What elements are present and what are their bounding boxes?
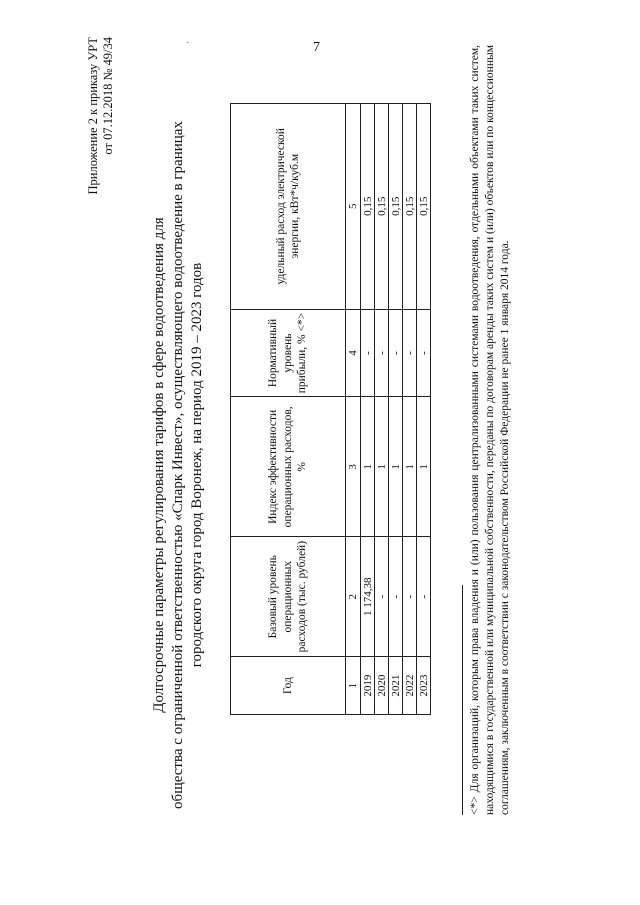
cell-profit-level: -	[375, 309, 389, 397]
appendix-line-1: Приложение 2 к приказу УРТ	[86, 37, 100, 195]
cell-year: 2021	[389, 657, 403, 715]
table-row	[389, 104, 403, 715]
appendix-reference	[86, 37, 117, 207]
stray-dot: ·	[186, 38, 190, 49]
table-row	[403, 104, 417, 715]
cell-efficiency-index: 1	[417, 397, 431, 537]
header-year: Год	[231, 657, 346, 715]
cell-year: 2020	[375, 657, 389, 715]
cell-efficiency-index: 1	[361, 397, 375, 537]
table-row	[417, 104, 431, 715]
cell-efficiency-index: 1	[375, 397, 389, 537]
header-energy-consumption: удельный расход электрической энергии, кВт*ч/куб.м	[231, 104, 346, 310]
header-profit-level: Нормативный уровень прибыли, % <*>	[231, 309, 346, 397]
column-number: 2	[346, 537, 361, 657]
header-efficiency-index: Индекс эффективности операционных расходов, %	[231, 397, 346, 537]
cell-energy-consumption: 0,15	[403, 104, 417, 310]
cell-year: 2022	[403, 657, 417, 715]
cell-profit-level: -	[361, 309, 375, 397]
rotated-content	[70, 35, 540, 855]
cell-base-opex: 1 174,38	[361, 537, 375, 657]
cell-energy-consumption: 0,15	[417, 104, 431, 310]
footnote-divider	[462, 585, 463, 815]
cell-year: 2023	[417, 657, 431, 715]
header-base-opex: Базовый уровень операционных расходов (тыс. рублей)	[231, 537, 346, 657]
parameters-table	[230, 103, 431, 715]
table-row	[375, 104, 389, 715]
title-line-2: общества с ограниченной ответственностью «Спарк Инвест», осуществляющего водоотведение в границах	[170, 121, 187, 809]
cell-efficiency-index: 1	[389, 397, 403, 537]
cell-year: 2019	[361, 657, 375, 715]
cell-profit-level: -	[417, 309, 431, 397]
cell-base-opex: -	[389, 537, 403, 657]
column-number: 1	[346, 657, 361, 715]
footnote: <*> Для организаций, которым права владения и (или) пользования централизованными системами водоотведения, отдельными объектами таких систем, находящимися в государственной или муниципальной собственности, переданы по договорам аренды таких систем и (или) объектов или по концессионным соглашениям, заключенным в соответствии с законодательством Российской Федерации не ранее 1 января 2014 года.	[469, 45, 512, 815]
table-row	[361, 104, 375, 715]
cell-energy-consumption: 0,15	[375, 104, 389, 310]
column-number: 3	[346, 397, 361, 537]
cell-efficiency-index: 1	[403, 397, 417, 537]
cell-base-opex: -	[417, 537, 431, 657]
cell-energy-consumption: 0,15	[361, 104, 375, 310]
page-number: 7	[313, 40, 320, 55]
title-line-3: городского округа город Воронеж, на период 2019 – 2023 годов	[189, 262, 206, 668]
cell-profit-level: -	[389, 309, 403, 397]
document-title	[150, 115, 208, 815]
column-number: 4	[346, 309, 361, 397]
title-line-1: Долгосрочные параметры регулирования тарифов в сфере водоотведения для	[151, 217, 167, 713]
cell-base-opex: -	[375, 537, 389, 657]
cell-energy-consumption: 0,15	[389, 104, 403, 310]
appendix-line-2: от 07.12.2018 № 49/34	[101, 37, 116, 155]
cell-base-opex: -	[403, 537, 417, 657]
column-number: 5	[346, 104, 361, 310]
cell-profit-level: -	[403, 309, 417, 397]
